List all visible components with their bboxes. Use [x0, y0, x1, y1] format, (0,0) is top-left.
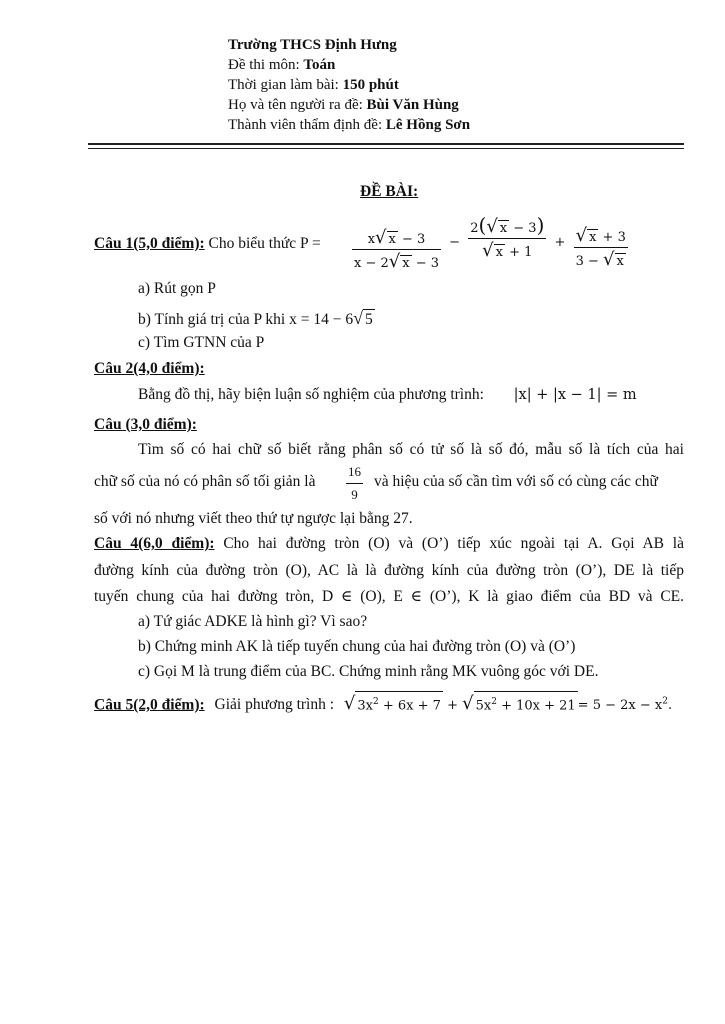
q1-formula: $\frac{x√ x - 3}{x - 2√ x - 3}$ − $\frac{2(√ x - 3)}{√ x + 1}$ + $\frac{√ x + 3}{3 - √ x}$: [354, 213, 626, 272]
reviewer-line: [228, 115, 470, 135]
q4-label: Câu 4(6,0 điểm):: [94, 535, 215, 552]
subject-value: Toán: [303, 57, 336, 73]
formula-term-2: $\frac{2(√ x - 3)}{√ x + 1}$: [470, 213, 545, 261]
author-label: Họ và tên người ra đề:: [228, 97, 363, 113]
subject-label: Đề thi môn:: [228, 57, 300, 73]
page-title: ĐỀ BÀI:: [360, 183, 419, 200]
time-value: 150 phút: [342, 77, 399, 93]
q2-text: Bằng đồ thị, hãy biện luận số nghiệm của phương trình: |x| + |x − 1| = m: [138, 386, 637, 403]
formula-term-1: $\frac{x√ x - 3}{x - 2√ x - 3}$: [354, 227, 440, 272]
header-divider: [88, 143, 684, 145]
q1-part-a: a) Rút gọn P: [138, 280, 216, 297]
q3-line-2: chữ số của nó có phân số tối giản là $\frac{16}{9}$ và hiệu của số cần tìm với số có cùng các chữ: [94, 462, 684, 502]
subject-line: [228, 55, 335, 75]
q5-line: Câu 5(2,0 điểm): Giải phương trình : √ $3x^2 + 6x + 7$ + √ $5x^2 + 10x + 21 = 5 - 2x - x^2$.: [94, 691, 672, 716]
time-label: Thời gian làm bài:: [228, 77, 339, 93]
q3-label: Câu (3,0 điểm):: [94, 416, 197, 433]
q4-line-2: đường kính của đường tròn (O), AC là là đường kính của đường tròn (O’), DE là tiếp: [94, 562, 684, 579]
header-divider-thin: [88, 148, 684, 149]
q3-line-3: số với nó nhưng viết theo thứ tự ngược lại bằng 27.: [94, 510, 413, 527]
q1-part-c: c) Tìm GTNN của P: [138, 334, 265, 351]
q5-label: Câu 5(2,0 điểm):: [94, 696, 205, 714]
q3-fraction: $\frac{16}{9}$: [348, 464, 361, 502]
q2-equation: |x| + |x − 1| = m: [513, 387, 637, 403]
q4-line-3: tuyến chung của hai đường tròn, D ∈ (O), E ∈ (O’), K là giao điểm của BD và CE.: [94, 588, 684, 605]
reviewer-label: Thành viên thẩm định đề:: [228, 117, 383, 133]
time-line: [228, 75, 399, 95]
author-value: Bùi Văn Hùng: [366, 97, 459, 113]
q1-intro: Cho biểu thức P =: [208, 235, 321, 252]
formula-term-3: $\frac{√ x + 3}{3 - √ x}$: [575, 225, 626, 270]
q4-part-c: c) Gọi M là trung điểm của BC. Chứng minh rằng MK vuông góc với DE.: [138, 663, 599, 680]
q2-label: Câu 2(4,0 điểm):: [94, 360, 205, 377]
q3-line-1: Tìm số có hai chữ số biết rằng phân số có tử số là số đó, mẫu số là tích của hai: [138, 441, 684, 458]
q1-part-b: b) Tính giá trị của P khi x = 14 − 6√ 5: [138, 308, 373, 328]
q4-line-1: Câu 4(6,0 điểm): Cho hai đường tròn (O) và (O’) tiếp xúc ngoài tại A. Gọi AB là: [94, 535, 684, 552]
q5-equation: √ $3x^2 + 6x + 7$ + √ $5x^2 + 10x + 21 = 5 - 2x - x^2$.: [344, 698, 672, 713]
author-line: [228, 95, 459, 115]
q1-line: [94, 234, 321, 254]
q1-label: Câu 1(5,0 điểm):: [94, 235, 205, 252]
q4-part-a: a) Tứ giác ADKE là hình gì? Vì sao?: [138, 613, 368, 630]
reviewer-value: Lê Hồng Sơn: [385, 117, 471, 133]
q4-part-b: b) Chứng minh AK là tiếp tuyến chung của hai đường tròn (O) và (O’): [138, 638, 576, 655]
school-name: Trường THCS Định Hưng: [228, 37, 397, 53]
